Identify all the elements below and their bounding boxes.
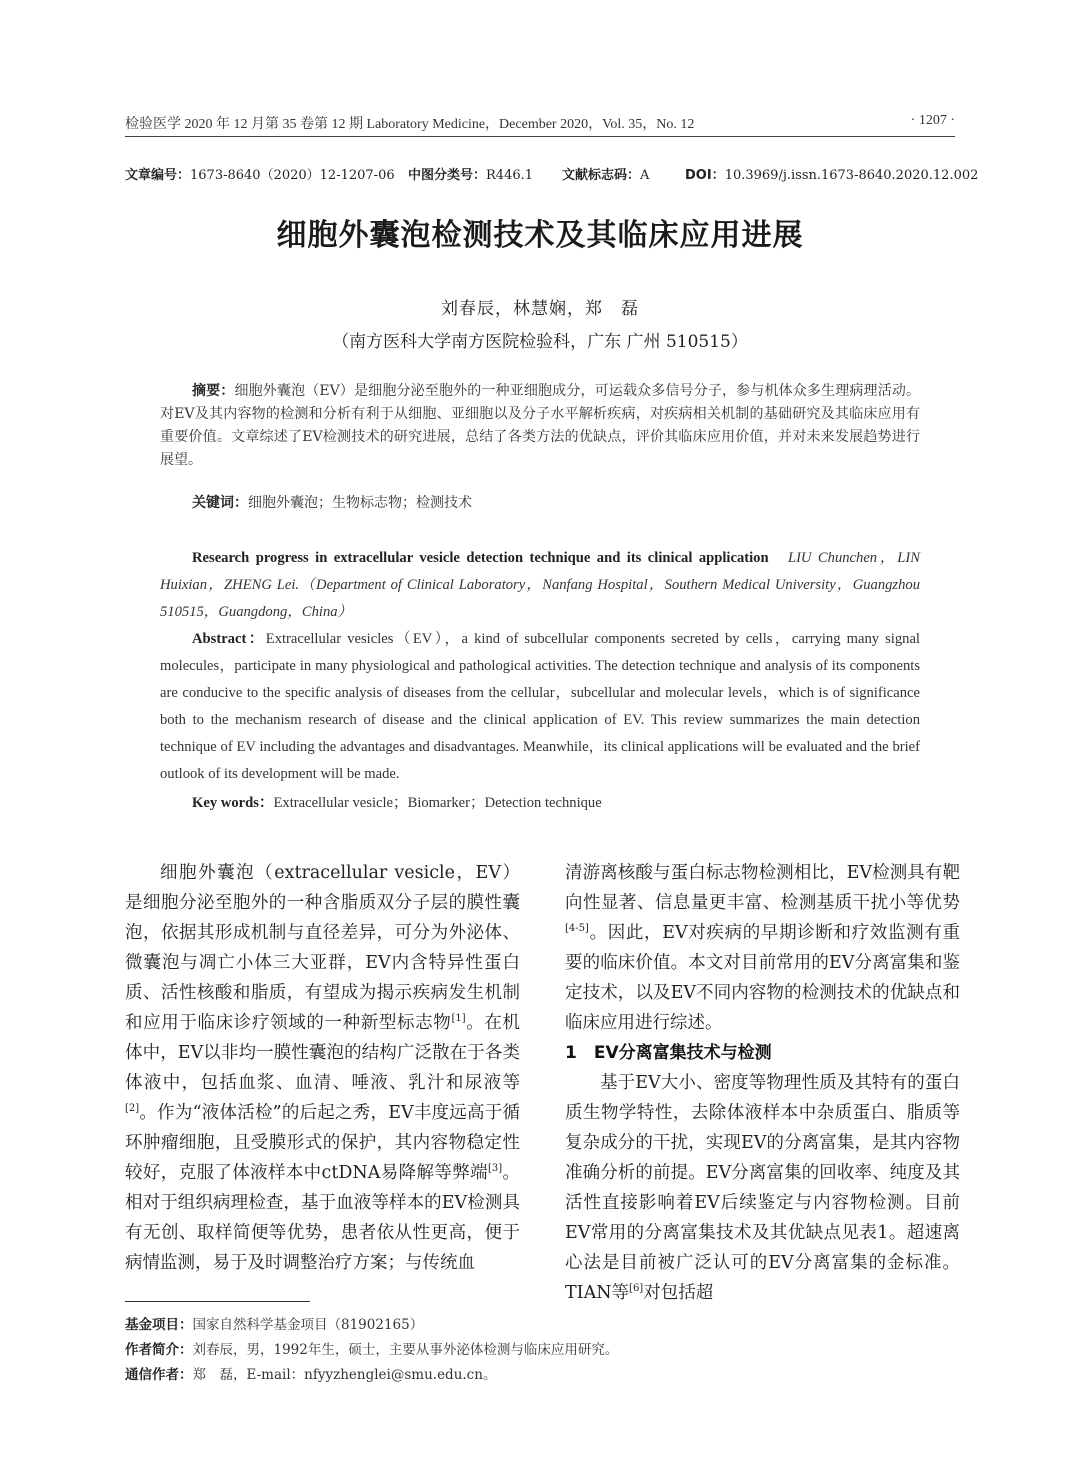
document-code: 文献标志码：A (562, 168, 650, 183)
clc-number: 中图分类号：R446.1 (408, 168, 534, 183)
keywords-en: Key words：Extracellular vesicle；Biomarker；Detection technique (192, 795, 602, 811)
body-paragraph: 细胞外囊泡（extracellular vesicle，EV）是细胞分泌至胞外的一种含脂质双分子层的膜性囊泡，依据其形成机制与直径差异，可分为外泌体、微囊泡与凋亡小体三大亚群，EV内含特异性蛋白质、活性核酸和脂质，有望成为揭示疾病发生机制和应用于临床诊疗领域的一种新型标志物[1]。在机体中，EV以非均一膜性囊泡的结构广泛散在于各类体液中，包括血浆、血清、唾液、乳汁和尿液等[2]。作为“液体活检”的后起之秀，EV丰度远高于循环肿瘤细胞，且受膜形式的保护，其内容物稳定性较好，克服了体液样本中ctDNA易降解等弊端[3]。相对于组织病理检查，基于血液等样本的EV检测具有无创、取样简便等优势，患者依从性更高，便于病情监测，易于及时调整治疗方案；与传统血 (125, 863, 521, 1273)
journal-citation: 检验医学 2020 年 12 月第 35 卷第 12 期 Laboratory Medicine，December 2020，Vol. 35，No. 12 (125, 117, 695, 132)
english-authors-affiliation: LIU Chunchen，LIN Huixian，ZHENG Lei.（Department of Clinical Laboratory，Nanfang Hospital，Southern Medical University，Guangzhou 510515，Guangdong，China） (160, 550, 920, 620)
page-title: 细胞外囊泡检测技术及其临床应用进展 (276, 218, 804, 253)
doi: DOI：10.3969/j.issn.1673-8640.2020.12.002 (685, 168, 979, 183)
body-paragraph: 基于EV大小、密度等物理性质及其特有的蛋白质生物学特性，去除体液样本中杂质蛋白、脂质等复杂成分的干扰，实现EV的分离富集，是其内容物准确分析的前提。EV分离富集的回收率、纯度及其活性直接影响着EV后续鉴定与内容物检测。目前EV常用的分离富集技术及其优缺点见表1。超速离心法是目前被广泛认可的EV分离富集的金标准。TIAN等[6]对包括超 (565, 1073, 960, 1303)
affiliation-cn: （南方医科大学南方医院检验科，广东 广州 510515） (332, 332, 748, 352)
citation-ref: [3] (487, 1163, 503, 1175)
abstract-cn: 摘要：细胞外囊泡（EV）是细胞分泌至胞外的一种亚细胞成分，可运载众多信号分子，参与机体众多生理病理活动。对EV及其内容物的检测和分析有利于从细胞、亚细胞以及分子水平解析疾病，对疾病相关机制的基础研究及其临床应用有重要价值。文章综述了EV检测技术的研究进展，总结了各类方法的优缺点，评价其临床应用价值，并对未来发展趋势进行展望。 (160, 383, 921, 468)
body-column-right (565, 858, 960, 1308)
english-title: Research progress in extracellular vesicle detection technique and its clinical application (192, 550, 769, 566)
article-number: 文章编号：1673-8640（2020）12-1207-06 (125, 168, 395, 183)
citation-ref: [4-5] (565, 923, 589, 935)
citation-ref: [1] (451, 1013, 466, 1025)
body-column-left (125, 858, 520, 1278)
page-number: · 1207 · (910, 113, 955, 128)
abstract-en: Abstract：Extracellular vesicles（EV），a kind of subcellular components secreted by cells，carrying many signal molecules，participate in many physiological and pathological activities. The detection technique and analysis of its components are conducive to the specific analysis of diseases from the cellular，subcellular and molecular levels，which is of significance both to the mechanism research of disease and the clinical application of EV. This review summarizes the main detection technique of EV including the advantages and disadvantages. Meanwhile，its clinical applications will be evaluated and the brief outlook of its development will be made. (160, 631, 920, 782)
body-paragraph: 清游离核酸与蛋白标志物检测相比，EV检测具有靶向性显著、信息量更丰富、检测基质干扰小等优势[4-5]。因此，EV对疾病的早期诊断和疗效监测有重要的临床价值。本文对目前常用的EV分离富集和鉴定技术，以及EV不同内容物的检测技术的优缺点和临床应用进行综述。 (565, 863, 960, 1033)
running-header (125, 113, 955, 133)
footnote-correspondence: 通信作者：郑 磊，E-mail：nfyyzhenglei@smu.edu.cn。 (125, 1367, 497, 1383)
header-rule (125, 136, 955, 137)
keywords-cn: 关键词：细胞外囊泡；生物标志物；检测技术 (192, 495, 472, 511)
citation-ref: [6] (629, 1283, 644, 1295)
citation-ref: [2] (125, 1103, 140, 1115)
footnote-funding: 基金项目：国家自然科学基金项目（81902165） (125, 1317, 424, 1333)
footnote-rule (125, 1301, 310, 1302)
english-title-authors (160, 545, 920, 626)
section-heading: 1 EV分离富集技术与检测 (565, 1043, 772, 1063)
footnote-author-bio: 作者简介：刘春辰，男，1992年生，硕士，主要从事外泌体检测与临床应用研究。 (125, 1342, 619, 1358)
authors-cn: 刘春辰，林慧娴，郑 磊 (441, 299, 639, 319)
